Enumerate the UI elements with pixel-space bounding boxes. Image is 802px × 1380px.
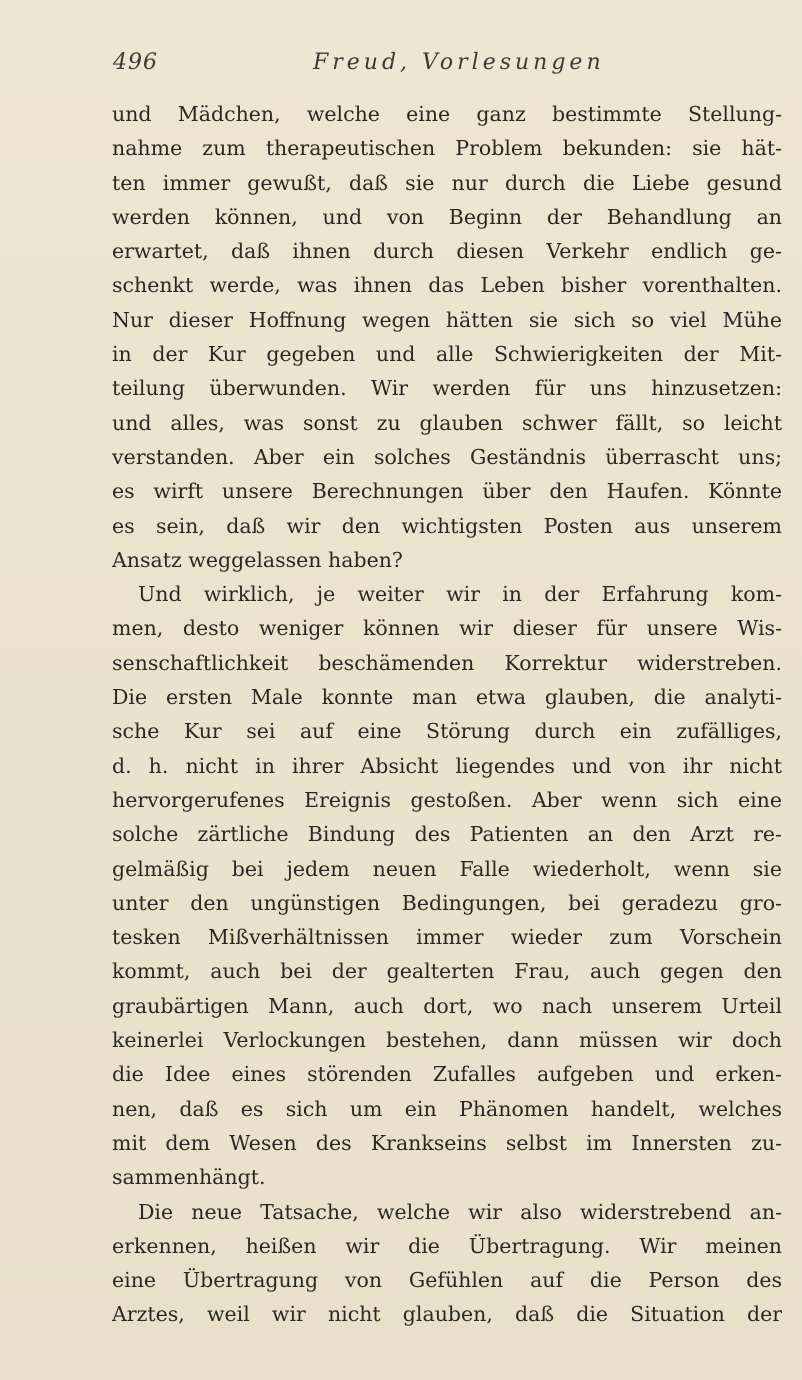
text-line: Arztes, weil wir nicht glauben, daß die Situation der bbox=[112, 1302, 782, 1327]
text-line: gelmäßig bei jedem neuen Falle wiederholt, wenn sie bbox=[112, 856, 782, 881]
text-line: keinerlei Verlockungen bestehen, dann müssen wir doch bbox=[112, 1028, 782, 1053]
text-line: nen, daß es sich um ein Phänomen handelt, welches bbox=[112, 1096, 782, 1121]
text-line: eine Übertragung von Gefühlen auf die Person des bbox=[112, 1268, 782, 1293]
text-line: schenkt werde, was ihnen das Leben bisher vorenthalten. bbox=[112, 273, 782, 298]
text-line: Und wirklich, je weiter wir in der Erfahrung kom- bbox=[138, 582, 782, 607]
text-line: teilung überwunden. Wir werden für uns hinzusetzen: bbox=[112, 376, 782, 401]
text-line: erwartet, daß ihnen durch diesen Verkehr endlich ge- bbox=[112, 239, 782, 264]
page-header bbox=[113, 50, 783, 90]
text-line: solche zärtliche Bindung des Patienten an den Arzt re- bbox=[112, 822, 782, 847]
text-line: erkennen, heißen wir die Übertragung. Wir meinen bbox=[112, 1233, 782, 1258]
text-line: in der Kur gegeben und alle Schwierigkeiten der Mit- bbox=[112, 342, 782, 367]
text-line: Ansatz weggelassen haben? bbox=[112, 547, 403, 572]
running-head: Freud, Vorlesungen bbox=[313, 50, 605, 75]
text-line: Die ersten Male konnte man etwa glauben, die analyti- bbox=[112, 685, 782, 710]
text-line: unter den ungünstigen Bedingungen, bei geradezu gro- bbox=[112, 890, 782, 915]
text-line: es wirft unsere Berechnungen über den Haufen. Könnte bbox=[112, 479, 782, 504]
text-line: sammenhängt. bbox=[112, 1165, 266, 1190]
text-line: und alles, was sonst zu glauben schwer fällt, so leicht bbox=[112, 410, 782, 435]
page-number: 496 bbox=[113, 50, 158, 75]
text-line: hervorgerufenes Ereignis gestoßen. Aber wenn sich eine bbox=[112, 787, 782, 812]
text-line: kommt, auch bei der gealterten Frau, auch gegen den bbox=[112, 959, 782, 984]
text-line: Nur dieser Hoffnung wegen hätten sie sich so viel Mühe bbox=[112, 307, 782, 332]
text-line: verstanden. Aber ein solches Geständnis überrascht uns; bbox=[112, 444, 782, 469]
text-line: es sein, daß wir den wichtigsten Posten aus unserem bbox=[112, 513, 782, 538]
text-line: werden können, und von Beginn der Behandlung an bbox=[112, 204, 782, 229]
text-line: graubärtigen Mann, auch dort, wo nach unserem Urteil bbox=[112, 993, 782, 1018]
text-line: men, desto weniger können wir dieser für unsere Wis- bbox=[112, 616, 782, 641]
text-line: senschaftlichkeit beschämenden Korrektur widerstreben. bbox=[112, 650, 782, 675]
text-line: ten immer gewußt, daß sie nur durch die Liebe gesund bbox=[112, 170, 782, 195]
text-line: sche Kur sei auf eine Störung durch ein zufälliges, bbox=[112, 719, 782, 744]
body-text bbox=[112, 97, 782, 1332]
text-line: die Idee eines störenden Zufalles aufgeben und erken- bbox=[112, 1062, 782, 1087]
text-line: d. h. nicht in ihrer Absicht liegendes und von ihr nicht bbox=[112, 753, 782, 778]
text-line: Die neue Tatsache, welche wir also widerstrebend an- bbox=[138, 1199, 782, 1224]
text-line: mit dem Wesen des Krankseins selbst im Innersten zu- bbox=[112, 1130, 782, 1155]
text-line: tesken Mißverhältnissen immer wieder zum Vorschein bbox=[112, 925, 782, 950]
text-line: nahme zum therapeutischen Problem bekunden: sie hät- bbox=[112, 136, 782, 161]
text-line: und Mädchen, welche eine ganz bestimmte Stellung- bbox=[112, 102, 782, 126]
